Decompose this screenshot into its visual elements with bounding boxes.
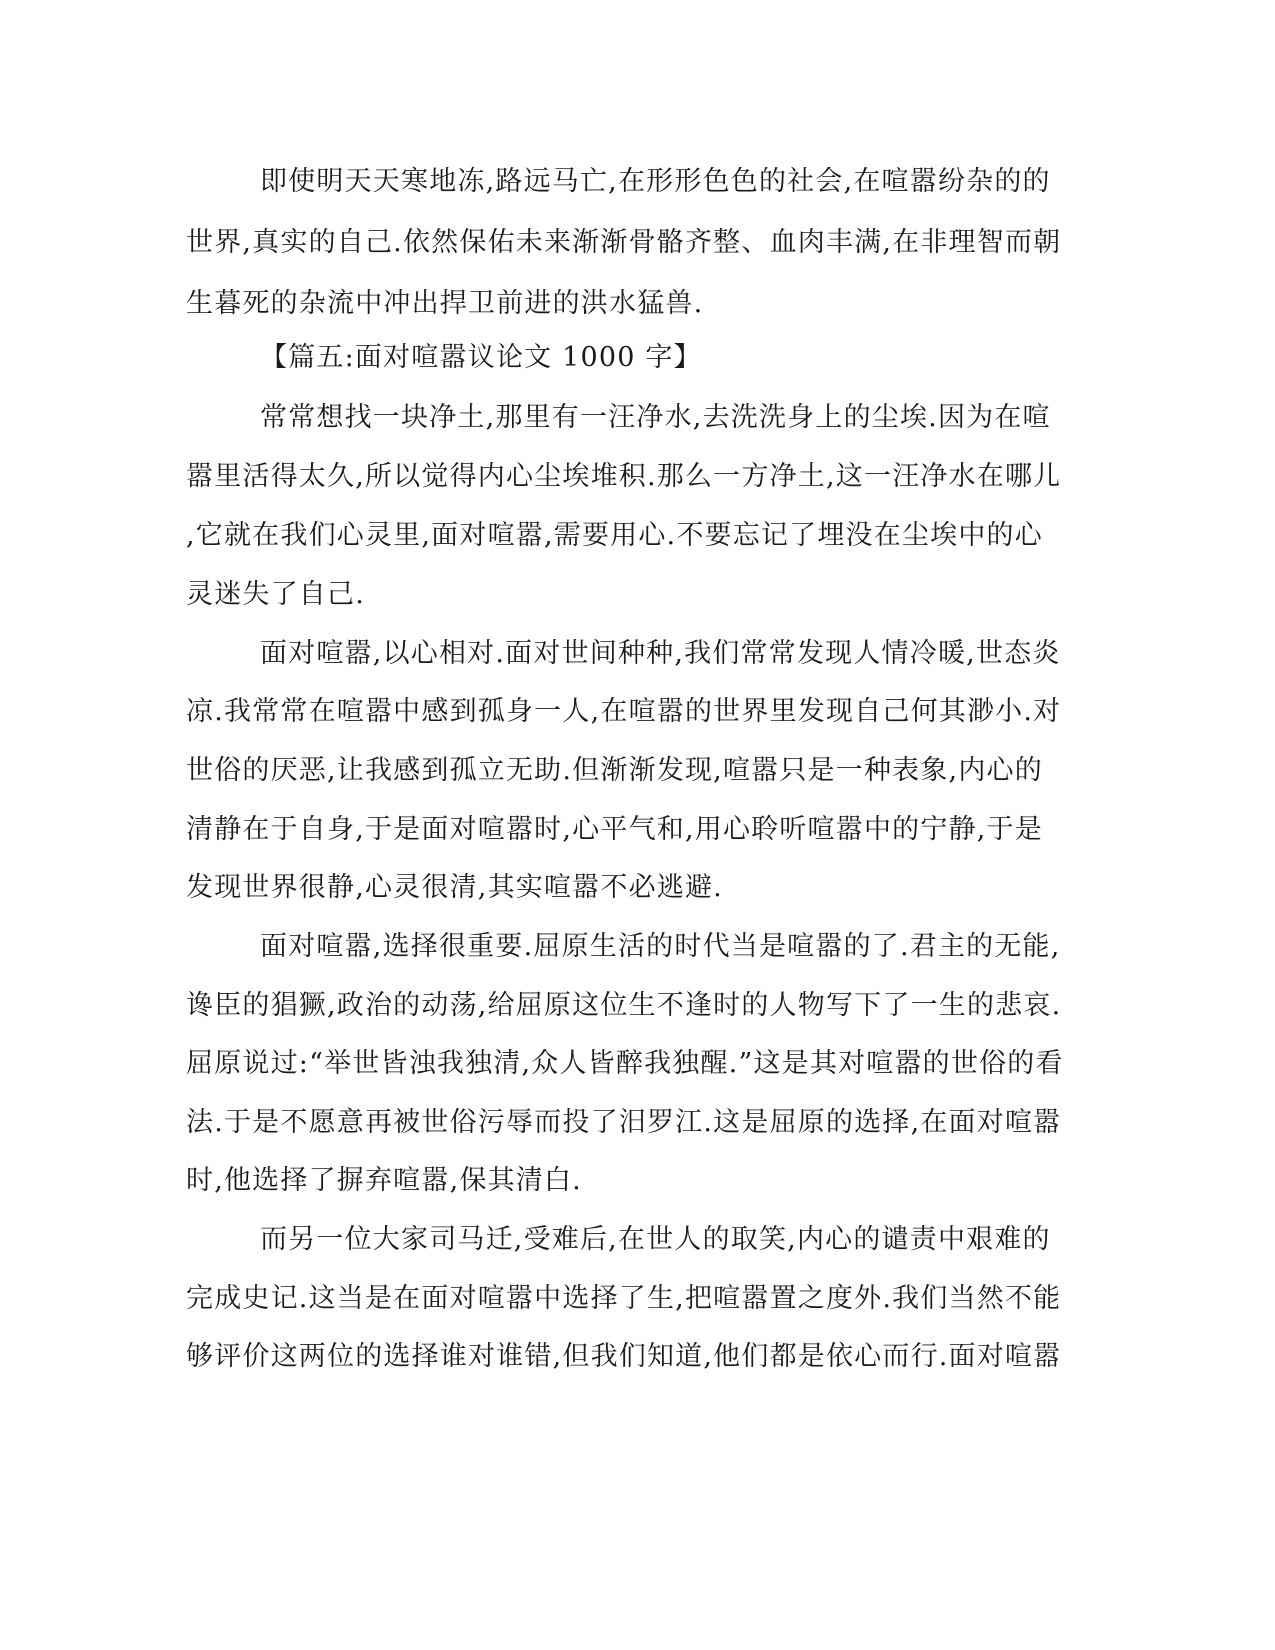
paragraph-line: ,它就在我们心灵里,面对喧嚣,需要用心.不要忘记了埋没在尘埃中的心 [186, 520, 1043, 551]
paragraph-line: 即使明天天寒地冻,路远马亡,在形形色色的社会,在喧嚣纷杂的的 [260, 166, 1051, 197]
paragraph-line: 法.于是不愿意再被世俗污辱而投了汨罗江.这是屈原的选择,在面对喧嚣 [186, 1107, 1062, 1138]
paragraph-line: 生暮死的杂流中冲出捍卫前进的洪水猛兽. [186, 288, 704, 319]
paragraph-line: 谗臣的猖獗,政治的动荡,给屈原这位生不逢时的人物写下了一生的悲哀. [186, 990, 1062, 1021]
paragraph-line: 凉.我常常在喧嚣中感到孤身一人,在喧嚣的世界里发现自己何其渺小.对 [186, 696, 1062, 727]
paragraph-line: 嚣里活得太久,所以觉得内心尘埃堆积.那么一方净土,这一汪净水在哪儿 [186, 461, 1062, 492]
paragraph-line: 清静在于自身,于是面对喧嚣时,心平气和,用心聆听喧嚣中的宁静,于是 [186, 814, 1043, 845]
paragraph-line: 世俗的厌恶,让我感到孤立无助.但渐渐发现,喧嚣只是一种表象,内心的 [186, 755, 1043, 786]
paragraph-line: 够评价这两位的选择谁对谁错,但我们知道,他们都是依心而行.面对喧嚣 [186, 1341, 1062, 1372]
paragraph-line: 屈原说过:“举世皆浊我独清,众人皆醉我独醒.”这是其对喧嚣的世俗的看 [186, 1048, 1064, 1079]
paragraph-line: 而另一位大家司马迁,受难后,在世人的取笑,内心的谴责中艰难的 [260, 1224, 1051, 1255]
paragraph-line: 灵迷失了自己. [186, 579, 365, 610]
paragraph-line: 发现世界很静,心灵很清,其实喧嚣不必逃避. [186, 872, 723, 903]
paragraph-line: 常常想找一块净土,那里有一汪净水,去洗洗身上的尘埃.因为在喧 [260, 402, 1051, 433]
paragraph-line: 面对喧嚣,选择很重要.屈原生活的时代当是喧嚣的了.君主的无能, [260, 931, 1061, 962]
paragraph-line: 面对喧嚣,以心相对.面对世间种种,我们常常发现人情冷暖,世态炎 [260, 638, 1061, 669]
paragraph-line: 时,他选择了摒弃喧嚣,保其清白. [186, 1165, 582, 1196]
section-heading: 【篇五:面对喧嚣议论文 1000 字】 [260, 342, 702, 373]
paragraph-line: 世界,真实的自己.依然保佑未来渐渐骨骼齐整、血肉丰满,在非理智而朝 [186, 227, 1062, 258]
paragraph-line: 完成史记.这当是在面对喧嚣中选择了生,把喧嚣置之度外.我们当然不能 [186, 1283, 1062, 1314]
